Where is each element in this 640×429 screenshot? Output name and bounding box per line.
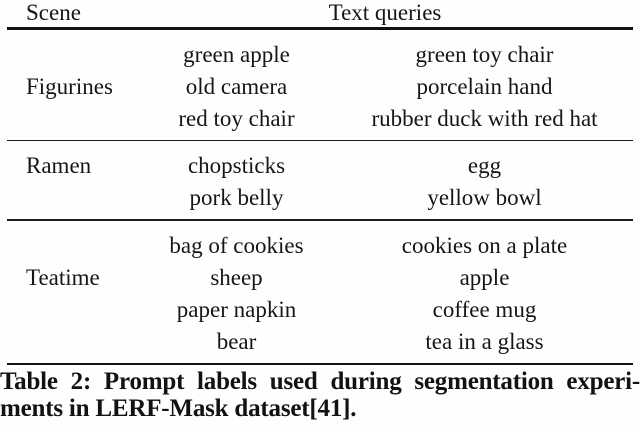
scene-cell bbox=[7, 182, 137, 214]
table-group-teatime bbox=[7, 221, 633, 363]
query-cell: porcelain hand bbox=[416, 73, 553, 99]
scene-cell: Ramen bbox=[26, 153, 92, 179]
table-row bbox=[7, 39, 633, 71]
table-row bbox=[7, 182, 633, 214]
scene-cell bbox=[7, 103, 137, 135]
table-header-row bbox=[7, 0, 633, 27]
table-row bbox=[7, 71, 633, 103]
table-row bbox=[7, 103, 633, 135]
query-cell: apple bbox=[459, 264, 510, 290]
scene-cell bbox=[7, 39, 137, 71]
query-cell: sheep bbox=[210, 264, 263, 290]
table-caption-line-2: ments in LERF-Mask dataset[41]. bbox=[0, 395, 357, 423]
query-cell: rubber duck with red hat bbox=[371, 105, 598, 131]
query-cell: egg bbox=[467, 153, 502, 179]
query-cell: bag of cookies bbox=[169, 232, 304, 258]
scene-cell bbox=[7, 294, 137, 326]
query-cell: cookies on a plate bbox=[401, 232, 568, 258]
query-cell: bear bbox=[216, 328, 257, 354]
text-queries-column-header: Text queries bbox=[328, 0, 442, 25]
table-caption-line-1: Table 2: Prompt labels used during segmentation experi- bbox=[0, 368, 640, 396]
table-bottom-rule bbox=[7, 363, 633, 366]
query-cell: chopsticks bbox=[187, 153, 286, 179]
query-cell: yellow bowl bbox=[427, 185, 542, 211]
scene-cell: Teatime bbox=[26, 264, 100, 290]
query-cell: red toy chair bbox=[178, 105, 295, 131]
scene-cell bbox=[7, 230, 137, 262]
scene-column-header: Scene bbox=[26, 0, 81, 25]
table-row bbox=[7, 230, 633, 262]
query-cell: old camera bbox=[185, 73, 288, 99]
table-caption bbox=[0, 368, 640, 422]
query-cell: green apple bbox=[183, 41, 290, 67]
query-cell: pork belly bbox=[189, 185, 284, 211]
scene-cell: Figurines bbox=[26, 73, 113, 99]
table-row bbox=[7, 150, 633, 182]
scene-cell bbox=[7, 326, 137, 358]
query-cell: green toy chair bbox=[415, 41, 554, 67]
query-cell: paper napkin bbox=[176, 296, 297, 322]
table-row bbox=[7, 326, 633, 358]
table-row bbox=[7, 262, 633, 294]
prompt-labels-table bbox=[7, 0, 633, 365]
query-cell: coffee mug bbox=[432, 296, 537, 322]
table-row bbox=[7, 294, 633, 326]
table-group-figurines bbox=[7, 30, 633, 140]
table-group-ramen bbox=[7, 141, 633, 219]
query-cell: tea in a glass bbox=[425, 328, 544, 354]
